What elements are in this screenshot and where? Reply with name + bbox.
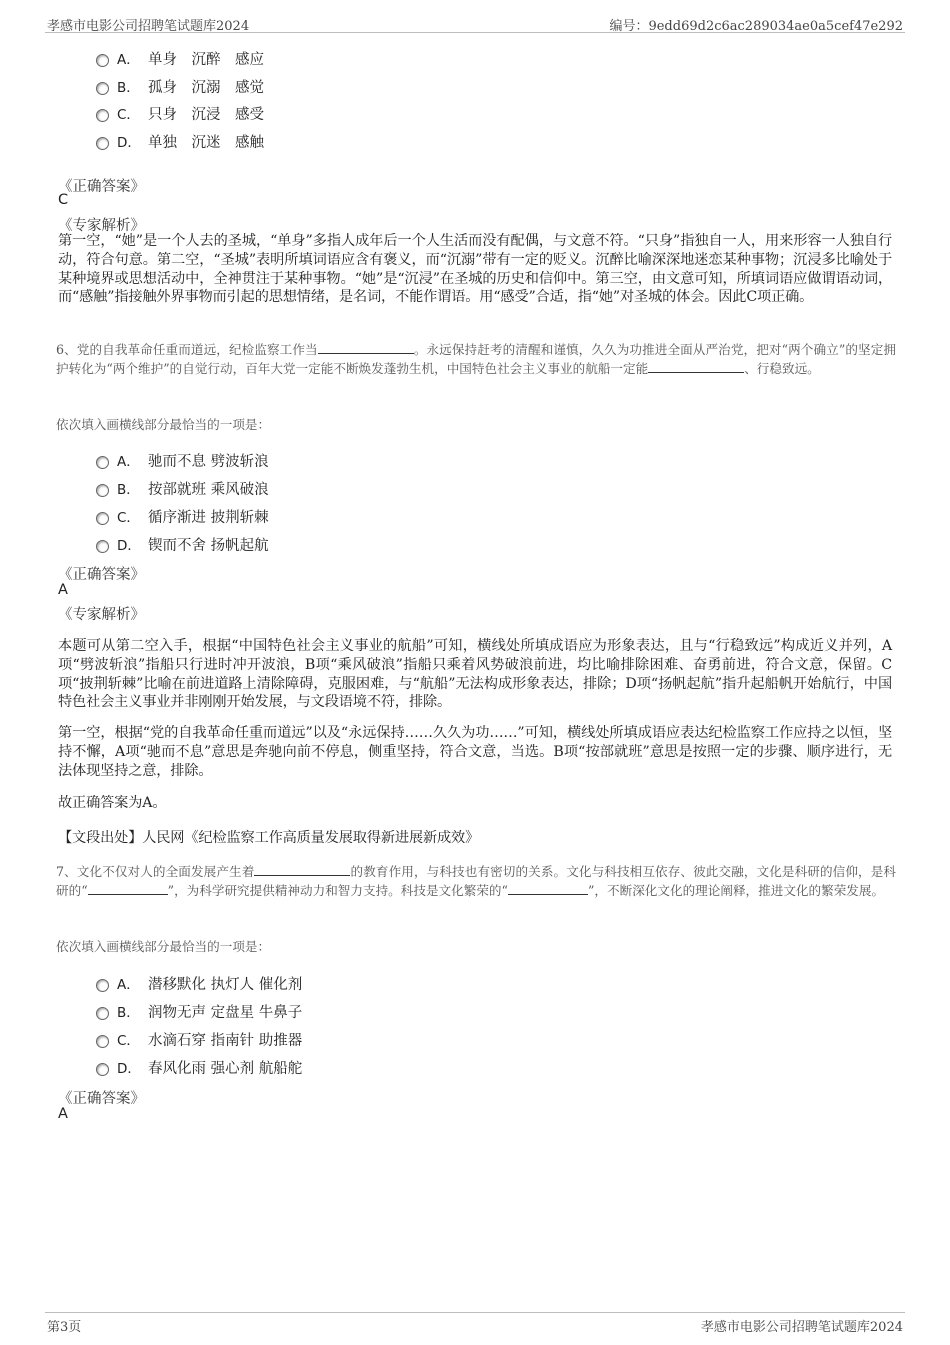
fill-blank (318, 341, 414, 354)
header-title: 孝感市电影公司招聘笔试题库2024 (47, 19, 250, 34)
q6-analysis-label: 《专家解析》 (58, 607, 145, 623)
radio-button-icon[interactable] (96, 512, 109, 525)
fill-blank (508, 882, 588, 895)
page-number: 第3页 (47, 1320, 82, 1335)
page-header (45, 12, 905, 33)
q6-analysis-paragraph-2: 第一空，根据“党的自我革命任重而道远”以及“永远保持……久久为功……”可知，横线处所填成语应表达纪检监察工作应持之以恒，坚持不懈，A项“驰而不息”意思是奔驰向前不停息，侧重坚持，符合文意，当选。B项“按部就班”意思是按照一定的步骤、顺序进行，无法体现坚持之意，排除。 (58, 725, 892, 779)
q7-stem: 7、文化不仅对人的全面发展产生着 的教育作用，与科技也有密切的关系。文化与科技相互依存、彼此交融，文化是科研的信仰，是科研的“ ”，为科学研究提供精神动力和智力支持。科技是文化繁荣的“ ”，不断深化文化的理论阐释，推进文化的繁荣发展。 (56, 864, 897, 898)
radio-button-icon[interactable] (96, 1035, 109, 1048)
radio-button-icon[interactable] (96, 137, 109, 150)
page-footer (45, 1312, 905, 1333)
radio-button-icon[interactable] (96, 54, 109, 67)
radio-button-icon[interactable] (96, 540, 109, 553)
q7-instruction: 依次填入画横线部分最恰当的一项是： (56, 939, 271, 954)
fill-blank (648, 360, 744, 373)
q6-instruction: 依次填入画横线部分最恰当的一项是： (56, 417, 271, 432)
q5-answer-label: 《正确答案》 (58, 179, 145, 195)
q6-analysis-conclusion: 故正确答案为A。 (58, 795, 167, 811)
q6-source: 【文段出处】人民网《纪检监察工作高质量发展取得新进展新成效》 (58, 830, 480, 846)
fill-blank (88, 882, 168, 895)
radio-button-icon[interactable] (96, 1063, 109, 1076)
q7-answer: A (58, 1106, 68, 1122)
q5-answer: C (58, 192, 69, 208)
fill-blank (254, 863, 350, 876)
radio-button-icon[interactable] (96, 109, 109, 122)
radio-button-icon[interactable] (96, 82, 109, 95)
q6-stem: 6、党的自我革命任重而道远，纪检监察工作当 。永远保持赶考的清醒和谨慎，久久为功推进全面从严治党，把对“两个确立”的坚定拥护转化为“两个维护”的自觉行动，百年大党一定能不断焕发蓬勃生机，中国特色社会主义事业的航船一定能 、行稳致远。 (56, 342, 896, 376)
document-code: 编号：9edd69d2c6ac289034ae0a5cef47e292 (609, 19, 903, 34)
radio-button-icon[interactable] (96, 484, 109, 497)
q6-answer: A (58, 582, 68, 598)
radio-button-icon[interactable] (96, 979, 109, 992)
q5-analysis: 第一空，“她”是一个人去的圣城，“单身”多指人成年后一个人生活而没有配偶，与文意不符。“只身”指独自一人，用来形容一人独自行动，符合句意。第二空，“圣城”表明所填词语应含有褒义，而“沉溺”带有一定的贬义。沉醉比喻深深地迷恋某种事物；沉浸多比喻处于某种境界或思想活动中，全神贯注于某种事物。“她”是“沉浸”在圣城的历史和信仰中。第三空，由文意可知，所填词语应做谓语动词，而“感触”指接触外界事物而引起的思想情绪，是名词，不能作谓语。用“感受”合适，指“她”对圣城的体会。因此C项正确。 (58, 233, 892, 306)
q6-answer-label: 《正确答案》 (58, 567, 145, 583)
radio-button-icon[interactable] (96, 456, 109, 469)
footer-title: 孝感市电影公司招聘笔试题库2024 (700, 1320, 903, 1335)
q7-answer-label: 《正确答案》 (58, 1091, 145, 1107)
q6-analysis-paragraph-1: 本题可从第二空入手，根据“中国特色社会主义事业的航船”可知，横线处所填成语应为形象表达，且与“行稳致远”构成近义并列，A项“劈波斩浪”指船只行进时冲开波浪，B项“乘风破浪”指船只乘着风势破浪前进，均比喻排除困难、奋勇前进，符合文意，保留。C项“披荆斩棘”比喻在前进道路上清除障碍，克服困难，与“航船”无法构成形象表达，排除；D项“扬帆起航”指升起船帆开始航行，中国特色社会主义事业并非刚刚开始发展，与文段语境不符，排除。 (58, 638, 892, 711)
radio-button-icon[interactable] (96, 1007, 109, 1020)
q5-analysis-label: 《专家解析》 (58, 218, 145, 234)
